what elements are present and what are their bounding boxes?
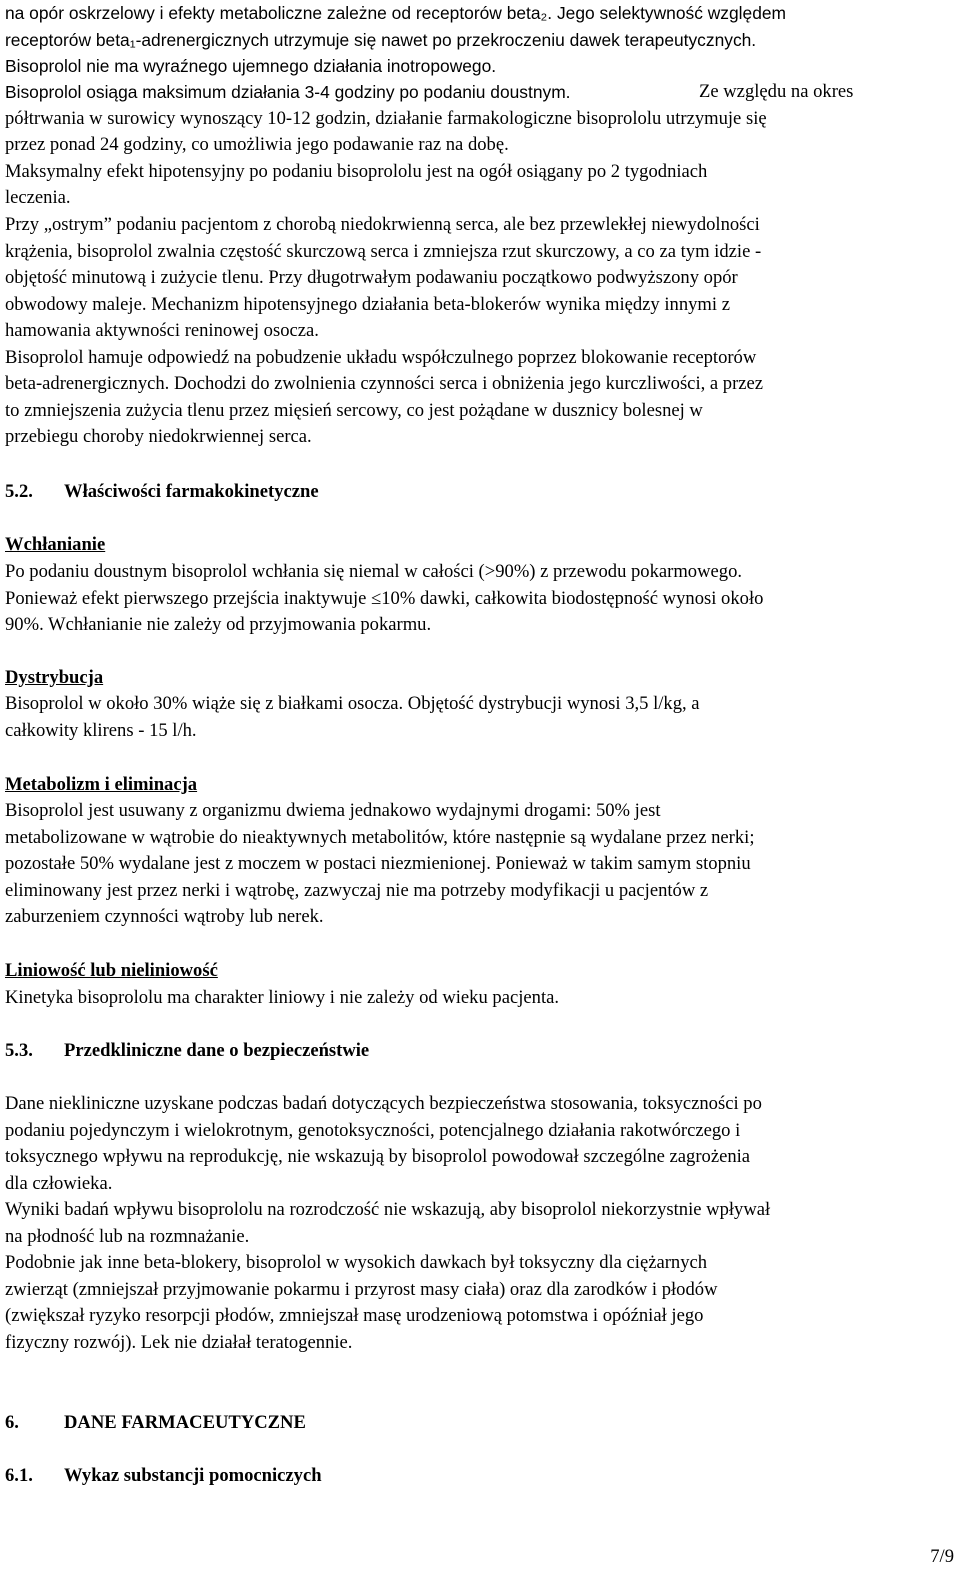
intro-paragraph-3: Ze względu na okres półtrwania w surowicy wynoszący 10-12 godzin, działanie farmakologiczne bisoprololu utrzymuje się przez ponad 24 godziny, co umożliwia jego podawanie raz na dobę. Maksymalny efekt hipotensyjny po podaniu bisoprololu jest na ogół osiągany po 2 tygodniach leczenia. bbox=[5, 81, 854, 208]
section-6-1-title: Wykaz substancji pomocniczych bbox=[64, 1465, 322, 1486]
section-5-3-title: Przedkliniczne dane o bezpieczeństwie bbox=[64, 1040, 370, 1061]
section-5-3-number: 5.3. bbox=[5, 1040, 33, 1061]
preclinical-safety-text: Dane niekliniczne uzyskane podczas badań dotyczących bezpieczeństwa stosowania, toksyczności po podaniu pojedynczym i wielokrotnym, genotoksyczności, potencjalnego działania rakotwórczego i toksycznego wpływu na reprodukcję, nie wskazują by bisoprolol powodował szczególne zagrożenia dla człowieka. Wyniki badań wpływu bisoprololu na rozrodczość nie wskazują, aby bisoprolol niekorzystnie wpływał na płodność lub na rozmnażanie. Podobnie jak inne beta-blokery, bisoprolol w wysokich dawkach był toksyczny dla ciężarnych zwierząt (zmniejszał przyjmowanie pokarmu i przyrost masy ciała) oraz dla zarodków i płodów (zwiększał ryzyko resorpcji płodów, zmniejszał masę urodzeniową potomstwa i opóźniał jego fizyczny rozwój). Lek nie działał teratogennie. bbox=[5, 1093, 771, 1353]
section-6-1-number: 6.1. bbox=[5, 1465, 33, 1486]
section-5-3-heading bbox=[5, 1038, 369, 1064]
page-number: 7/9 bbox=[930, 1546, 954, 1567]
section-5-2-title: Właściwości farmakokinetyczne bbox=[64, 481, 319, 502]
section-5-2-heading bbox=[5, 479, 319, 505]
section-6-1-heading bbox=[5, 1463, 322, 1489]
metabolism-heading: Metabolizm i eliminacja bbox=[5, 774, 198, 795]
section-6-number: 6. bbox=[5, 1412, 19, 1433]
linearity-text: Kinetyka bisoprololu ma charakter liniowy i nie zależy od wieku pacjenta. bbox=[5, 987, 560, 1008]
linearity-heading: Liniowość lub nieliniowość bbox=[5, 960, 218, 981]
section-6-title: DANE FARMACEUTYCZNE bbox=[64, 1412, 306, 1433]
metabolism-text: Bisoprolol jest usuwany z organizmu dwiema jednakowo wydajnymi drogami: 50% jest metabolizowane w wątrobie do nieaktywnych metabolitów, które następnie są wydalane przez nerki; pozostałe 50% wydalane jest z moczem w postaci niezmienionej. Ponieważ w takim samym stopniu eliminowany jest przez nerki i wątrobę, zazwyczaj nie ma potrzeby modyfikacji u pacjentów z zaburzeniem czynności wątroby lub nerek. bbox=[5, 800, 755, 927]
absorption-text: Po podaniu doustnym bisoprolol wchłania się niemal w całości (>90%) z przewodu pokarmowego. Ponieważ efekt pierwszego przejścia inaktywuje ≤10% dawki, całkowita biodostępność wynosi około 90%. Wchłanianie nie zależy od przyjmowania pokarmu. bbox=[5, 561, 764, 635]
pharmacodynamics-paragraph: Przy „ostrym” podaniu pacjentom z chorobą niedokrwienną serca, ale bez przewlekłej niewydolności krążenia, bisoprolol zwalnia częstość skurczową serca i zmniejsza rzut skurczowy, a co za tym idzie - objętość minutową i zużycie tlenu. Przy długotrwałym podawaniu początkowo podwyższony opór obwodowy maleje. Mechanizm hipotensyjnego działania beta-blokerów wynika między innymi z hamowania aktywności reninowej osocza. Bisoprolol hamuje odpowiedź na pobudzenie układu współczulnego poprzez blokowanie receptorów beta-adrenergicznych. Dochodzi do zwolnienia czynności serca i obniżenia jego kurczliwości, a przez to zmniejszenia zużycia tlenu przez mięsień sercowy, co jest pożądane w dusznicy bolesnej w przebiegu choroby niedokrwiennej serca. bbox=[5, 214, 764, 447]
intro-paragraph-2: Bisoprolol osiąga maksimum działania 3-4 godziny po podaniu doustnym. bbox=[5, 82, 571, 102]
intro-paragraph-1: na opór oskrzelowy i efekty metaboliczne zależne od receptorów beta₂. Jego selektywność względem receptorów beta₁-adrenergicznych utrzymuje się nawet po przekroczeniu dawek terapeutycznych. Bisoprolol nie ma wyraźnego ujemnego działania inotropowego. bbox=[5, 3, 787, 76]
absorption-heading: Wchłanianie bbox=[5, 534, 106, 555]
distribution-heading: Dystrybucja bbox=[5, 667, 104, 688]
section-5-2-number: 5.2. bbox=[5, 481, 33, 502]
section-6-heading bbox=[5, 1410, 306, 1436]
distribution-text: Bisoprolol w około 30% wiąże się z białkami osocza. Objętość dystrybucji wynosi 3,5 l/kg, a całkowity klirens - 15 l/h. bbox=[5, 693, 700, 741]
